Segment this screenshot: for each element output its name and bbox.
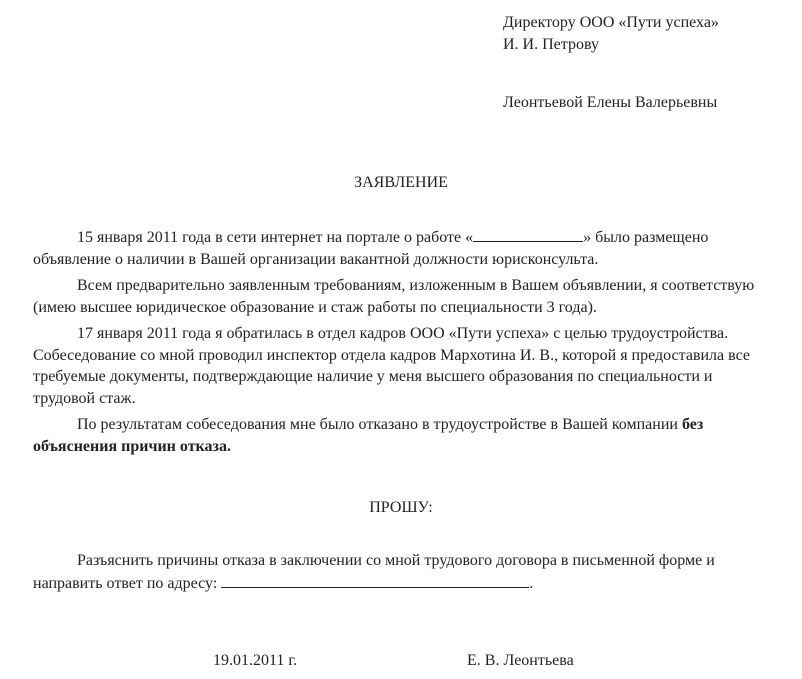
- paragraph-4-emphasis: без объяснения причин отказа.: [33, 416, 704, 455]
- statement-body: [33, 226, 759, 462]
- paragraph-3: 17 января 2011 года я обратилась в отдел кадров ООО «Пути успеха» с целью трудоустройства. Собеседование со мной проводил инспектор отдела кадров Мархотина И. В., которой я предоставила все требуемые документы, подтверждающие наличие у меня высшего образования по специальности и трудовой стаж.: [33, 325, 750, 407]
- request-block: [33, 550, 759, 594]
- signature-name: Е. В. Леонтьева: [467, 652, 574, 669]
- paragraph-1-end: » было размещено объявление о наличии в Вашей организации вакантной должности юрисконсульта.: [33, 229, 709, 268]
- paragraph-2: Всем предварительно заявленным требованиям, изложенным в Вашем объявлении, я соответствую (имею высшее юридическое образование и стаж работы по специальности 3 года).: [33, 277, 755, 316]
- request-end: .: [529, 574, 534, 592]
- addressee-position: Директору ООО «Пути успеха»: [503, 14, 719, 31]
- request-text: Разъяснить причины отказа в заключении со мной трудового договора в письменной форме и направить ответ по адресу:: [33, 552, 715, 592]
- paragraph-4: [33, 414, 759, 457]
- document-date: 19.01.2011 г.: [213, 652, 298, 669]
- addressee-name: И. И. Петрову: [503, 35, 599, 53]
- sender-name: Леонтьевой Елены Валерьевны: [503, 94, 718, 111]
- paragraph-1-start: 15 января 2011 года в сети интернет на портале о работе «: [77, 229, 474, 246]
- request-title: ПРОШУ:: [369, 499, 433, 516]
- paragraph-1: [33, 226, 759, 270]
- portal-name-blank: [473, 226, 583, 242]
- addressee-block: [503, 12, 719, 55]
- address-blank: [221, 572, 529, 588]
- paragraph-4-text: По результатам собеседования мне было отказано в трудоустройстве в Вашей компании: [77, 416, 682, 433]
- request-paragraph: [33, 550, 759, 594]
- document-title: ЗАЯВЛЕНИЕ: [354, 174, 448, 191]
